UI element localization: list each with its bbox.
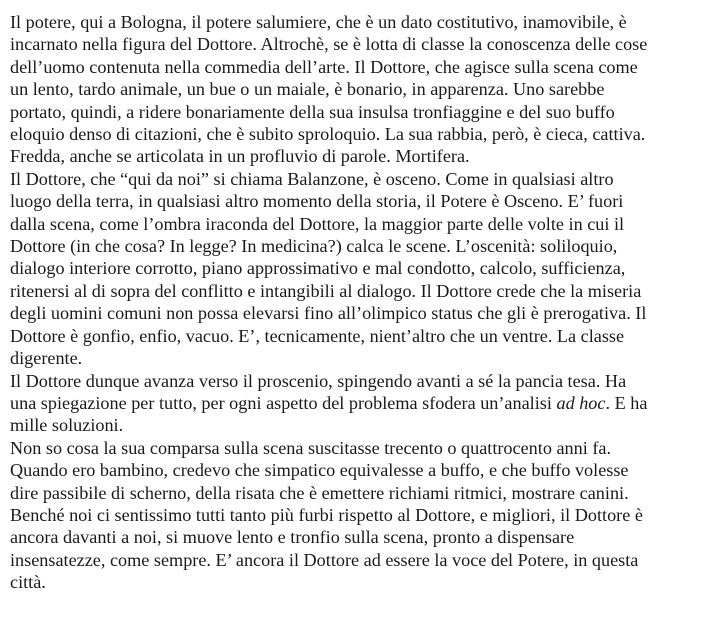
text-line: luogo della terra, in qualsiasi altro momento della storia, il Potere è Osceno. E’ fuori [10,191,624,212]
text-line: mille soluzioni. [10,415,124,436]
text-line: dell’uomo contenuta nella commedia dell’arte. Il Dottore, che agisce sulla scena come [10,56,638,77]
text-line: Il potere, qui a Bologna, il potere salumiere, che è un dato costitutivo, inamovibile, è [10,12,627,32]
text-line: degli uomini comuni non possa elevarsi fino all’olimpico status che gli è prerogativa. Il [10,303,647,324]
text-line: Dottore è gonfio, enfio, vacuo. E’, tecnicamente, nient’altro che un ventre. La classe [10,325,625,346]
text-segment: . E ha [605,392,648,413]
text-line [10,392,706,414]
text-line: dire passibile di scherno, della risata che è emettere richiami ritmici, mostrare canini. [10,482,629,503]
text-line: Il Dottore, che “qui da noi” si chiama Balanzone, è osceno. Come in qualsiasi altro [10,168,614,189]
text-line: Fredda, anche se articolata in un profluvio di parole. Mortifera. [10,146,470,167]
text-line: insensatezze, come sempre. E’ ancora il Dottore ad essere la voce del Potere, in questa [10,549,639,570]
text-line: un lento, tardo animale, un bue o un maiale, è bonario, in apparenza. Uno sarebbe [10,79,605,100]
text-line: Non so cosa la sua comparsa sulla scena suscitasse trecento o quattrocento anni fa. [10,437,611,458]
text-line: eloquio denso di citazioni, che è subito sproloquio. La sua rabbia, però, è cieca, cattiva. [10,124,646,145]
text-line: dalla scena, come l’ombra iraconda del Dottore, la maggior parte delle volte in cui il [10,213,625,234]
text-line: città. [10,572,46,593]
paragraph-3 [10,370,706,437]
text-line: ancora davanti a noi, si muove lento e tronfio sulla scena, pronto a dispensare [10,527,575,548]
text-line: ritenersi al di sopra del conflitto e intangibili al dialogo. Il Dottore crede che la miseria [10,280,642,301]
text-line: Benché noi ci sentissimo tutti tanto più furbi rispetto al Dottore, e migliori, il Dottore è [10,504,643,525]
text-line: incarnato nella figura del Dottore. Altrochè, se è lotta di classe la conoscenza delle cose [10,34,648,55]
text-line: dialogo interiore corrotto, piano approssimativo e mal condotto, calcolo, sufficienza, [10,258,626,279]
text-line: Quando ero bambino, credevo che simpatico equivalesse a buffo, e che buffo volesse [10,460,629,481]
paragraph-1 [10,11,706,168]
italic-phrase: ad hoc [556,392,606,413]
text-line: Dottore (in che cosa? In legge? In medicina?) calca le scene. L’oscenità: soliloquio, [10,236,618,257]
paragraph-4 [10,437,706,594]
text-line: portato, quindi, a ridere bonariamente della sua insulsa tronfiaggine e del suo buffo [10,101,615,122]
paragraph-2 [10,168,706,370]
text-line: digerente. [10,348,83,369]
text-segment: una spiegazione per tutto, per ogni aspetto del problema sfodera un’analisi [10,392,557,413]
text-line: Il Dottore dunque avanza verso il proscenio, spingendo avanti a sé la pancia tesa. Ha [10,370,627,391]
